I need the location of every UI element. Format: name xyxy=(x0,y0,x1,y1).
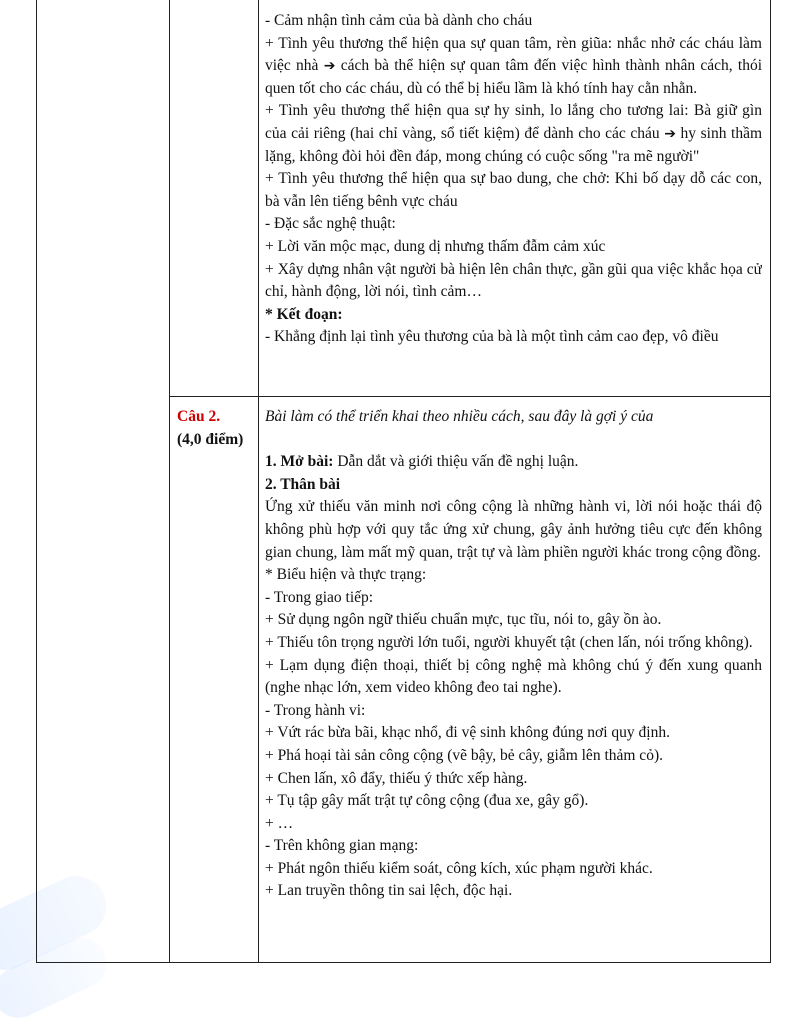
answer-key-table xyxy=(36,0,771,963)
column-divider-left xyxy=(169,0,170,962)
question-points: (4,0 điểm) xyxy=(177,430,244,448)
text-line: * Biểu hiện và thực trạng: xyxy=(265,566,427,584)
column-divider-right xyxy=(258,0,259,962)
text-line: + Sử dụng ngôn ngữ thiếu chuẩn mực, tục tĩu, nói to, gây ồn ào. xyxy=(265,611,662,629)
answer-cell-section-2 xyxy=(265,406,762,956)
text-line-cut: - Khẳng định lại tình yêu thương của bà là một tình cảm cao đẹp, vô điều xyxy=(265,328,719,346)
text-line-part: + Tình yêu thương thể hiện qua sự quan tâm, rèn giũa: nhắc nhở các cháu làm việc nhà xyxy=(265,34,762,75)
text-line: + Chen lấn, xô đẩy, thiếu ý thức xếp hàng. xyxy=(265,769,528,787)
text-line: + Phá hoại tài sản công cộng (vẽ bậy, bẻ cây, giẫm lên thảm cỏ). xyxy=(265,746,663,764)
section-heading: 1. Mở bài: xyxy=(265,453,334,471)
text-line: + Thiếu tôn trọng người lớn tuổi, người khuyết tật (chen lấn, nói trống không). xyxy=(265,633,753,651)
text-line: + Lời văn mộc mạc, dung dị nhưng thấm đẫm cảm xúc xyxy=(265,237,606,255)
text-line xyxy=(265,451,762,474)
text-line: + Tụ tập gây mất trật tự công cộng (đua xe, gây gổ). xyxy=(265,792,589,810)
text-line: - Trong hành vi: xyxy=(265,701,366,719)
text-line: - Trong giao tiếp: xyxy=(265,588,374,606)
intro-text: Bài làm có thể triển khai theo nhiều cách, sau đây là gợi ý của xyxy=(265,408,654,425)
text-line-part: hy sinh thầm lặng, không đòi hỏi đền đáp, mong chúng có cuộc sống "ra mẽ người" xyxy=(265,124,762,165)
text-line: + Lan truyền thông tin sai lệch, độc hại. xyxy=(265,882,513,900)
text-line: + Lạm dụng điện thoại, thiết bị công nghệ mà không chú ý đến xung quanh (nghe nhạc lớn, xem video không đeo tai nghe). xyxy=(265,656,762,697)
text-line: + Xây dựng nhân vật người bà hiện lên chân thực, gần gũi qua việc khắc họa cử chỉ, hành động, lời nói, tình cảm… xyxy=(265,260,762,301)
answer-cell-section-1 xyxy=(265,10,762,390)
row-divider xyxy=(169,396,770,397)
text-line: - Đặc sắc nghệ thuật: xyxy=(265,215,396,233)
section-heading: * Kết đoạn: xyxy=(265,305,343,323)
arrow-right-icon: ➔ xyxy=(664,125,676,142)
text-line: + Vứt rác bừa bãi, khạc nhổ, đi vệ sinh không đúng nơi quy định. xyxy=(265,724,670,742)
text-line: Ứng xử thiếu văn minh nơi công cộng là những hành vi, lời nói hoặc thái độ không phù hợp với quy tắc ứng xử chung, gây ảnh hưởng tiêu cực đến không gian chung, làm mất mỹ quan, trật tự và làm phiền người khác trong cộng đồng. xyxy=(265,498,762,561)
text-line xyxy=(265,100,762,168)
text-line: + … xyxy=(265,814,294,832)
text-line xyxy=(265,33,762,101)
question-number: Câu 2. xyxy=(177,408,221,425)
text-line-part: + Tình yêu thương thể hiện qua sự hy sinh, lo lắng cho tương lai: Bà giữ gìn của cải riêng (hai chỉ vàng, sổ tiết kiệm) để dành cho các cháu xyxy=(265,102,762,142)
text-line: + Phát ngôn thiếu kiểm soát, công kích, xúc phạm người khác. xyxy=(265,859,653,877)
blank-line xyxy=(265,429,762,452)
arrow-right-icon: ➔ xyxy=(323,58,336,75)
text-line: + Tình yêu thương thể hiện qua sự bao dung, che chở: Khi bố dạy dỗ các con, bà vẫn lên tiếng bênh vực cháu xyxy=(265,170,762,210)
text-line-part: Dẫn dắt và giới thiệu vấn đề nghị luận. xyxy=(337,453,579,471)
section-heading: 2. Thân bài xyxy=(265,475,341,493)
question-label-cell xyxy=(177,406,257,451)
text-line: - Cảm nhận tình cảm của bà dành cho cháu xyxy=(265,12,533,29)
text-line: - Trên không gian mạng: xyxy=(265,837,419,855)
text-line-part: cách bà thể hiện sự quan tâm đến việc hình thành nhân cách, thói quen tốt cho các cháu, dù có thể bị hiểu lầm là khó tính hay cằn nhằn. xyxy=(265,57,762,97)
